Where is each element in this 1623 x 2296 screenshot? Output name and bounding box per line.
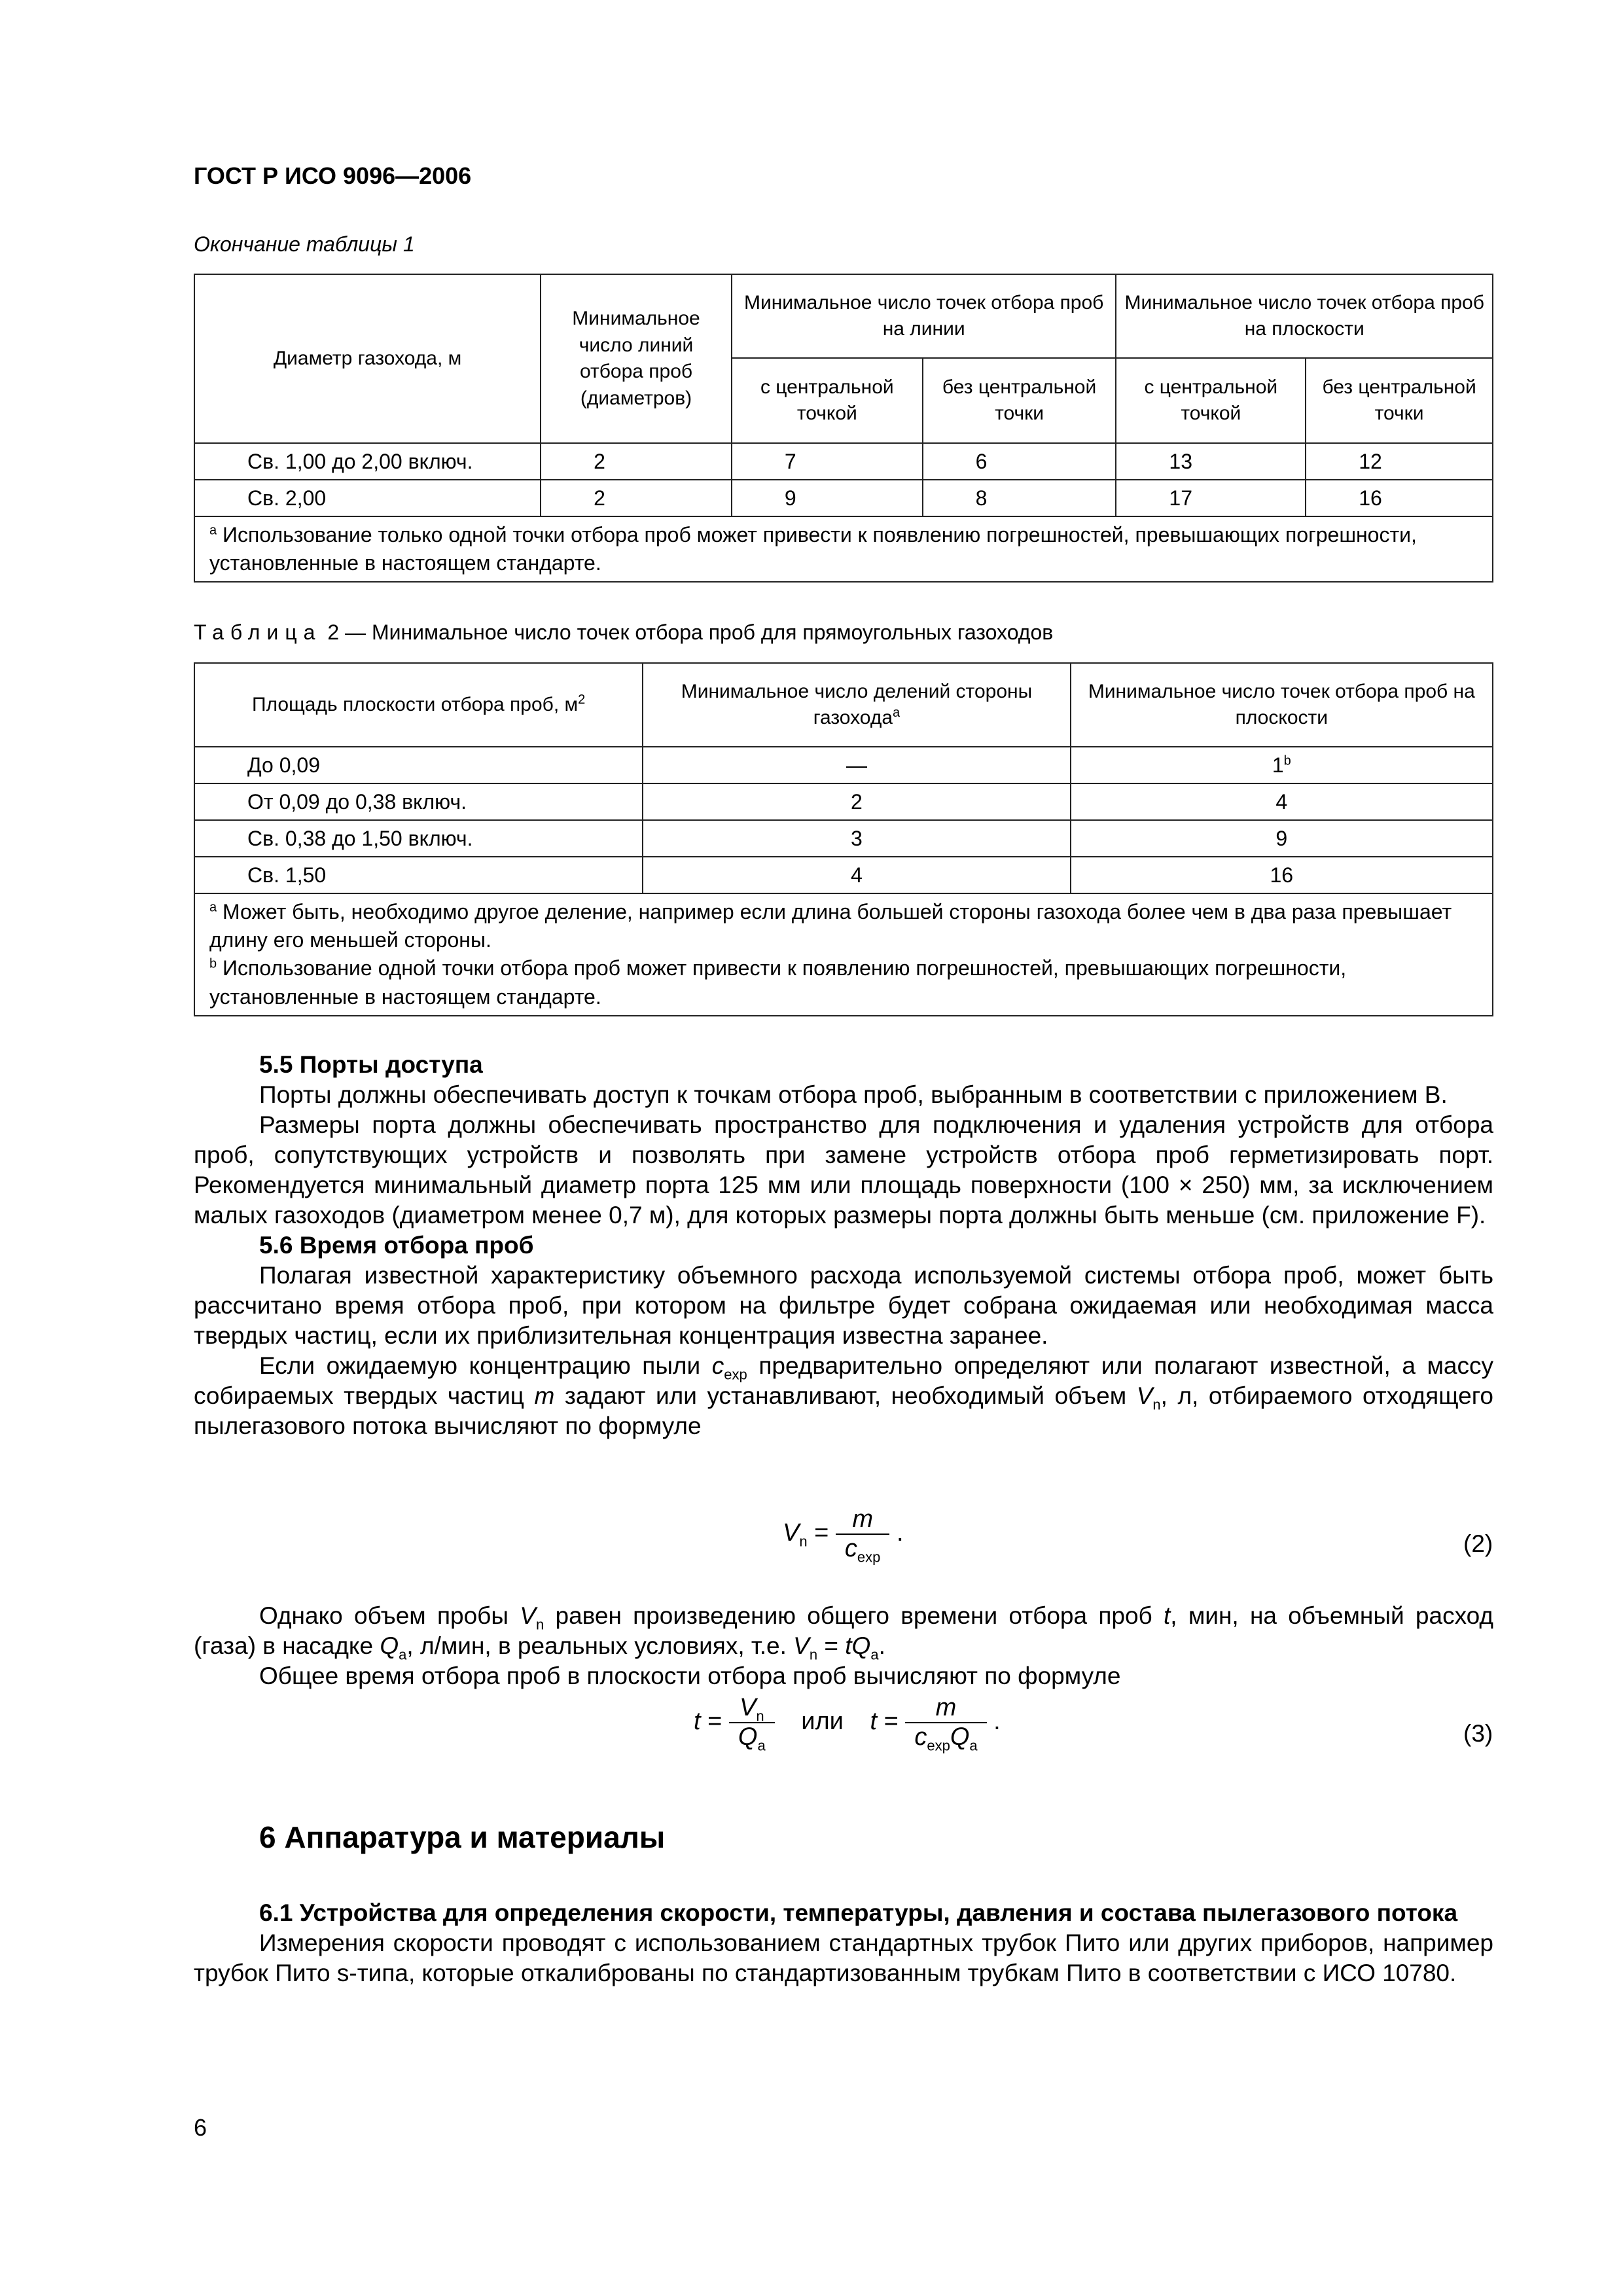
table1-cell: 13	[1116, 443, 1306, 480]
symbol-q: Q	[950, 1723, 970, 1751]
numerator: m	[905, 1694, 986, 1723]
table2-cell: 2	[643, 783, 1070, 820]
table2-cell: 4	[1071, 783, 1493, 820]
denominator	[729, 1723, 775, 1754]
symbol-m: m	[534, 1382, 555, 1409]
equals-sign: =	[700, 1708, 729, 1736]
table2-cell: Св. 0,38 до 1,50 включ.	[194, 820, 643, 857]
subscript: exp	[724, 1366, 747, 1383]
equation-2-fraction	[836, 1505, 889, 1566]
table2-footnote-b	[209, 954, 1478, 1011]
footnote-mark: a	[209, 900, 217, 915]
equation-3	[694, 1694, 1001, 1754]
denominator	[905, 1723, 986, 1754]
section-6-1	[194, 1898, 1493, 1988]
table2-header-divisions-text: Минимальное число делений стороны газохода	[681, 680, 1033, 728]
section-6-1-paragraph: Измерения скорости проводят с использованием стандартных трубок Пито или других приборов, например трубок Пито s-типа, которые откалиброваны по стандартизованным трубкам Пито в соответствии с ИСО 10780.	[194, 1929, 1493, 1986]
subscript: n	[535, 1616, 544, 1633]
text-run: Однако объем пробы	[259, 1602, 520, 1629]
table1-cell: 8	[923, 480, 1116, 516]
subscript: a	[757, 1737, 766, 1754]
equation-2	[783, 1505, 904, 1566]
text-run: равен произведению общего времени отбора проб	[544, 1602, 1164, 1629]
footnote-mark: b	[1283, 753, 1291, 768]
symbol-v: V	[783, 1519, 800, 1547]
table-row	[194, 857, 1493, 893]
table2-cell: 16	[1071, 857, 1493, 893]
text-run: =	[817, 1632, 846, 1659]
table2-cell: 1	[1272, 753, 1284, 777]
equals-sign: =	[807, 1519, 836, 1547]
table-row	[194, 820, 1493, 857]
table1-cell: 12	[1306, 443, 1493, 480]
section-5-6-paragraph-2	[194, 1351, 1493, 1441]
table1-footnote	[194, 516, 1493, 582]
text-run: , л/мин, в реальных условиях, т.е.	[406, 1632, 794, 1659]
subscript: a	[399, 1646, 407, 1663]
table2-cell: От 0,09 до 0,38 включ.	[194, 783, 643, 820]
text-run: Если ожидаемую концентрацию пыли	[259, 1352, 712, 1379]
symbol-c: c	[711, 1352, 724, 1379]
section-5-6-paragraph-1: Полагая известной характеристику объемного расхода используемой системы отбора проб, может быть рассчитано время отбора проб, при котором на фильтре будет собрана ожидаемая или необходимая масса твердых частиц, если их приблизительная концентрация известна заранее.	[194, 1262, 1493, 1349]
table2-title-word: Таблица	[194, 620, 322, 644]
table2-cell: 3	[643, 820, 1070, 857]
table1-continuation-label: Окончание таблицы 1	[194, 232, 415, 256]
table-row	[194, 783, 1493, 820]
footnote-mark: a	[209, 523, 217, 538]
numerator	[729, 1694, 775, 1723]
page-number: 6	[194, 2114, 207, 2141]
table2-header-area-sup: 2	[578, 692, 586, 707]
equation-3-fraction-2	[905, 1694, 986, 1754]
table2-header-area	[194, 663, 643, 747]
footnote-mark: b	[209, 956, 217, 971]
table1-header-line-with-center: с центральной точкой	[732, 358, 923, 443]
section-5-6-heading: 5.6 Время отбора проб	[259, 1232, 534, 1259]
section-5-6-paragraph-4: Общее время отбора проб в плоскости отбора проб вычисляют по формуле	[259, 1662, 1121, 1689]
symbol-t: t	[1164, 1602, 1171, 1629]
subscript: n	[756, 1708, 764, 1725]
table2-cell: —	[643, 747, 1070, 783]
symbol-v: V	[739, 1694, 757, 1721]
table2	[194, 662, 1493, 1016]
table2-cell: До 0,09	[194, 747, 643, 783]
equation-3-number: (3)	[1463, 1720, 1493, 1747]
symbol-c: c	[914, 1723, 927, 1751]
subscript: n	[809, 1646, 818, 1663]
symbol-c: c	[844, 1535, 857, 1562]
table1-header-per-plane: Минимальное число точек отбора проб на плоскости	[1116, 274, 1493, 358]
section-5-5-paragraph-2: Размеры порта должны обеспечивать пространство для подключения и удаления устройств для отбора проб, сопутствующих устройств и позволять при замене устройств отбора проб герметизировать порт. Рекомендуется минимальный диаметр порта 125 мм или площадь поверхности (100 × 250) мм, за исключением малых газоходов (диаметром менее 0,7 м), для которых размеры порта должны быть меньше (см. приложение F).	[194, 1111, 1493, 1229]
table1-cell: 6	[923, 443, 1116, 480]
table2-footnote-b-text: Использование одной точки отбора проб может привести к появлению погрешностей, превышающих погрешности, установленные в настоящем стандарте.	[209, 956, 1347, 1009]
table1-header-plane-without-center: без центральной точки	[1306, 358, 1493, 443]
section-5-6-continued	[194, 1601, 1493, 1691]
section-5-5	[194, 1050, 1493, 1441]
symbol-v: V	[520, 1602, 536, 1629]
symbol-v: V	[1136, 1382, 1153, 1409]
table2-cell: Св. 1,50	[194, 857, 643, 893]
section-5-6-paragraph-3	[194, 1601, 1493, 1661]
table1-cell: 17	[1116, 480, 1306, 516]
section-5-5-paragraph-1: Порты должны обеспечивать доступ к точкам отбора проб, выбранным в соответствии с приложением B.	[259, 1081, 1448, 1108]
table2-title-text: 2 — Минимальное число точек отбора проб для прямоугольных газоходов	[321, 620, 1054, 644]
symbol-t: t	[870, 1708, 878, 1736]
subscript: n	[799, 1533, 808, 1550]
table-row	[194, 747, 1493, 783]
symbol-q: Q	[380, 1632, 399, 1659]
subscript: exp	[927, 1737, 950, 1754]
subscript: a	[969, 1737, 978, 1754]
equals-sign: =	[877, 1708, 906, 1736]
period: .	[986, 1708, 1001, 1736]
table2-footnotes	[194, 893, 1493, 1016]
table2-footnote-a	[209, 898, 1478, 954]
table2-footnote-a-text: Может быть, необходимо другое деление, например если длина большей стороны газохода более чем в два раза превышает длину его меньшей стороны.	[209, 900, 1452, 952]
table1-header-plane-with-center: с центральной точкой	[1116, 358, 1306, 443]
text-run: задают или устанавливают, необходимый объем	[554, 1382, 1137, 1409]
table1-cell: 16	[1306, 480, 1493, 516]
table-row	[194, 480, 1493, 516]
equation-2-number: (2)	[1463, 1530, 1493, 1557]
table1-cell: Св. 1,00 до 2,00 включ.	[194, 443, 541, 480]
symbol-tq: tQ	[845, 1632, 871, 1659]
document-header: ГОСТ Р ИСО 9096—2006	[194, 162, 472, 189]
text-run: , мин, на объемный расход (газа) в насадке	[194, 1602, 1494, 1659]
table1-cell: 9	[732, 480, 923, 516]
table1	[194, 274, 1493, 583]
table1-cell: 7	[732, 443, 923, 480]
table1-cell: 2	[541, 443, 732, 480]
table2-title	[194, 620, 1053, 645]
table2-header-points: Минимальное число точек отбора проб на плоскости	[1071, 663, 1493, 747]
table1-header-min-lines: Минимальное число линий отбора проб (диаметров)	[541, 274, 732, 443]
table2-header-divisions	[643, 663, 1070, 747]
text-run: .	[878, 1632, 885, 1659]
subscript: a	[870, 1646, 879, 1663]
subscript: exp	[857, 1549, 881, 1566]
denominator	[836, 1535, 889, 1566]
symbol-t: t	[694, 1708, 701, 1736]
table-row	[194, 443, 1493, 480]
period: .	[889, 1519, 904, 1547]
table1-header-line-without-center: без центральной точки	[923, 358, 1116, 443]
table1-cell: Св. 2,00	[194, 480, 541, 516]
table1-footnote-text: Использование только одной точки отбора проб может привести к появлению погрешностей, превышающих погрешности, установленные в настоящем стандарте.	[209, 523, 1417, 575]
symbol-v: V	[793, 1632, 810, 1659]
table2-cell-points	[1071, 747, 1493, 783]
table1-header-diameter: Диаметр газохода, м	[194, 274, 541, 443]
text-run: предварительно определяют или полагают известной, а массу собираемых твердых частиц	[194, 1352, 1493, 1409]
table2-cell: 4	[643, 857, 1070, 893]
subscript: n	[1152, 1396, 1161, 1413]
section-5-5-heading: 5.5 Порты доступа	[259, 1051, 483, 1078]
equation-3-fraction-1	[729, 1694, 775, 1754]
table2-header-area-text: Площадь плоскости отбора проб, м	[252, 693, 579, 715]
text-run: , л, отбираемого отходящего пылегазового потока вычисляют по формуле	[194, 1382, 1494, 1439]
table2-header-divisions-sup: a	[893, 706, 901, 720]
or-word: или	[801, 1708, 844, 1736]
symbol-q: Q	[738, 1723, 758, 1751]
section-6-heading: 6 Аппаратура и материалы	[259, 1820, 666, 1854]
table2-cell: 9	[1071, 820, 1493, 857]
table1-header-per-line: Минимальное число точек отбора проб на линии	[732, 274, 1116, 358]
numerator: m	[836, 1505, 889, 1535]
table1-cell: 2	[541, 480, 732, 516]
section-6-1-heading: 6.1 Устройства для определения скорости, температуры, давления и состава пылегазового потока	[259, 1899, 1458, 1926]
